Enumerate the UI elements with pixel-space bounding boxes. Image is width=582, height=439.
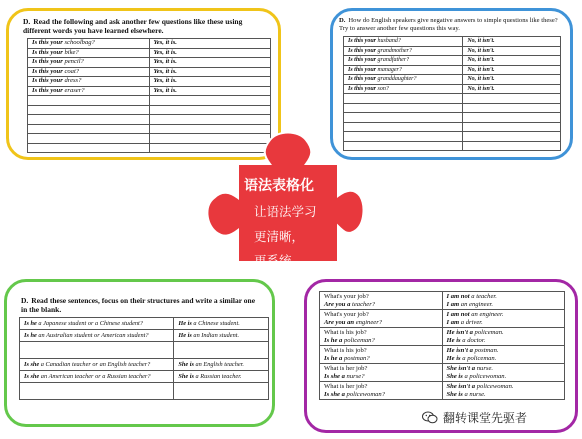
rest-text: a teacher. xyxy=(469,292,497,300)
question-cell xyxy=(28,39,150,49)
answer-cell xyxy=(442,346,565,364)
rest-text: a Canadian teacher or an English teacher? xyxy=(39,360,151,368)
question-line: What is her job? xyxy=(324,382,368,390)
keyword-text: He isn't a xyxy=(446,328,473,336)
rest-text: engineer? xyxy=(354,318,383,326)
table-row xyxy=(28,48,271,58)
rest-text: policeman? xyxy=(342,336,375,344)
blank-cell xyxy=(174,342,269,359)
answer-text: Yes, it is. xyxy=(153,67,177,75)
keyword-text: Is she xyxy=(24,372,40,380)
answer-line xyxy=(447,347,561,355)
keyword-text: Is this your xyxy=(32,39,63,47)
answer-line xyxy=(447,391,561,399)
question-cell xyxy=(28,86,150,96)
answer-cell xyxy=(149,86,271,96)
keyword-text: Is he xyxy=(24,319,37,327)
question-cell xyxy=(344,84,463,94)
blank-row xyxy=(344,141,561,151)
table-row xyxy=(28,77,271,87)
table-row xyxy=(344,56,561,66)
question-cell xyxy=(344,65,463,75)
question-cell xyxy=(28,48,150,58)
keyword-text: Is she a xyxy=(324,372,345,380)
bottom-left-exercise-card xyxy=(4,279,275,427)
answer-line xyxy=(447,355,561,363)
blank-cell xyxy=(463,132,561,142)
blank-cell xyxy=(20,342,174,359)
question-cell xyxy=(320,310,443,328)
question-cell xyxy=(320,292,443,310)
table-row xyxy=(344,84,561,94)
answer-text: No, it isn't. xyxy=(467,47,495,54)
keyword-text: Is he a xyxy=(324,354,343,362)
watermark xyxy=(418,407,531,427)
table-row xyxy=(344,46,561,56)
question-cell xyxy=(320,346,443,364)
rest-text: a driver. xyxy=(459,318,483,326)
question-cell xyxy=(20,330,174,342)
keyword-text: He is xyxy=(178,319,192,327)
keyword-text: He is xyxy=(178,331,192,339)
rest-text: bike? xyxy=(62,48,79,56)
blank-row xyxy=(28,115,271,125)
answer-cell xyxy=(442,292,565,310)
blank-cell xyxy=(344,103,463,113)
table-row xyxy=(20,359,269,371)
rest-text: manager? xyxy=(376,66,402,73)
rest-text: grandfather? xyxy=(376,57,410,64)
keyword-text: Is this your xyxy=(348,66,377,73)
answer-text: No, it isn't. xyxy=(467,66,495,73)
keyword-text: She is xyxy=(178,372,194,380)
blank-cell xyxy=(28,105,150,115)
exercise-table xyxy=(319,291,565,400)
keyword-text: Is this your xyxy=(348,38,377,45)
blank-cell xyxy=(174,383,269,400)
keyword-text: She is xyxy=(446,372,463,380)
answer-line xyxy=(447,319,561,327)
table-row xyxy=(344,65,561,75)
answer-line xyxy=(447,365,561,373)
answer-text: No, it isn't. xyxy=(467,85,495,92)
blank-row xyxy=(344,122,561,132)
keyword-text: She is xyxy=(446,390,463,398)
question-cell xyxy=(20,318,174,330)
rest-text: a nurse. xyxy=(462,390,486,398)
rest-text: a Chinese student. xyxy=(191,319,240,327)
exercise-table xyxy=(19,317,269,400)
blank-row xyxy=(28,105,271,115)
blank-row xyxy=(344,94,561,104)
answer-cell xyxy=(174,318,269,330)
blank-cell xyxy=(28,124,150,134)
rest-text: a Russian teacher. xyxy=(193,372,242,380)
exercise-table xyxy=(343,36,561,151)
keyword-text: Is he xyxy=(24,331,37,339)
answer-cell xyxy=(149,39,271,49)
question-line: What's your job? xyxy=(324,292,369,300)
answer-line xyxy=(447,373,561,381)
table-row xyxy=(344,75,561,85)
question-cell xyxy=(20,359,174,371)
question-line xyxy=(324,373,438,381)
answer-cell xyxy=(149,67,271,77)
watermark-text: 翻转课堂先驱者 xyxy=(443,410,528,425)
answer-cell xyxy=(463,37,561,47)
answer-cell xyxy=(149,48,271,58)
exercise-instruction: D. How do English speakers give negative answers to simple questions like these? Try to answer another few questions this way. xyxy=(339,17,558,32)
rest-text: an engineer. xyxy=(469,310,504,318)
question-cell xyxy=(344,46,463,56)
puzzle-title: 语法表格化 xyxy=(244,178,314,194)
answer-text: Yes, it is. xyxy=(153,77,177,85)
keyword-text: I am not xyxy=(446,310,470,318)
answer-cell xyxy=(442,310,565,328)
answer-cell xyxy=(174,371,269,383)
rest-text: policewoman? xyxy=(344,390,385,398)
keyword-text: I am not xyxy=(446,292,470,300)
blank-cell xyxy=(344,94,463,104)
question-line: What is her job? xyxy=(324,364,368,372)
rest-text: husband? xyxy=(376,38,401,45)
answer-line xyxy=(447,293,561,301)
keyword-text: She isn't a xyxy=(446,382,476,390)
question-cell xyxy=(344,56,463,66)
blank-cell xyxy=(463,141,561,151)
rest-text: coat? xyxy=(62,67,80,75)
blank-cell xyxy=(28,143,150,153)
answer-text: No, it isn't. xyxy=(467,57,495,64)
question-line xyxy=(324,391,438,399)
blank-cell xyxy=(20,383,174,400)
keyword-text: Is this your xyxy=(348,57,377,64)
rest-text: granddaughter? xyxy=(376,76,417,83)
blank-cell xyxy=(463,94,561,104)
answer-line xyxy=(447,301,561,309)
blank-cell xyxy=(344,113,463,123)
keyword-text: Is this your xyxy=(348,76,377,83)
table-row xyxy=(20,371,269,383)
rest-text: grandmother? xyxy=(376,47,412,54)
question-cell xyxy=(20,371,174,383)
keyword-text: She isn't a xyxy=(446,364,476,372)
answer-cell xyxy=(463,75,561,85)
keyword-text: He is xyxy=(446,354,461,362)
rest-text: son? xyxy=(376,85,389,92)
keyword-text: Is she a xyxy=(324,390,345,398)
table-row xyxy=(28,67,271,77)
rest-text: schoolbag? xyxy=(62,39,95,47)
keyword-text: I am xyxy=(446,318,460,326)
keyword-text: Is he a xyxy=(324,336,343,344)
answer-line xyxy=(447,337,561,345)
answer-cell xyxy=(463,84,561,94)
rest-text: an Indian student. xyxy=(191,331,240,339)
answer-line xyxy=(447,329,561,337)
keyword-text: Is this your xyxy=(32,48,63,56)
table-row xyxy=(28,39,271,49)
answer-text: Yes, it is. xyxy=(153,58,177,66)
rest-text: policeman. xyxy=(472,328,504,336)
answer-line xyxy=(447,311,561,319)
table-row xyxy=(344,37,561,47)
rest-text: teacher? xyxy=(350,300,376,308)
question-cell xyxy=(28,67,150,77)
keyword-text: She is xyxy=(178,360,194,368)
question-cell xyxy=(320,328,443,346)
keyword-text: Is this your xyxy=(32,58,63,66)
rest-text: an American teacher or a Russian teacher? xyxy=(39,372,151,380)
answer-cell xyxy=(442,328,565,346)
answer-cell xyxy=(442,364,565,382)
question-cell xyxy=(28,77,150,87)
table-row xyxy=(320,328,565,346)
blank-row xyxy=(20,342,269,359)
keyword-text: Is she xyxy=(24,360,40,368)
blank-cell xyxy=(28,96,150,106)
question-cell xyxy=(28,58,150,68)
keyword-text: Is this your xyxy=(32,67,63,75)
question-line xyxy=(324,301,438,309)
table-row xyxy=(320,292,565,310)
rest-text: pencil? xyxy=(62,58,84,66)
answer-cell xyxy=(174,359,269,371)
rest-text: dress? xyxy=(62,77,82,85)
answer-cell xyxy=(149,77,271,87)
rest-text: nurse? xyxy=(344,372,365,380)
rest-text: a policewoman. xyxy=(462,372,507,380)
answer-cell xyxy=(174,330,269,342)
rest-text: an English teacher. xyxy=(193,360,244,368)
question-line xyxy=(324,355,438,363)
table-row xyxy=(28,58,271,68)
answer-text: No, it isn't. xyxy=(467,38,495,45)
rest-text: eraser? xyxy=(62,86,85,94)
keyword-text: Is this your xyxy=(348,85,377,92)
answer-line xyxy=(447,383,561,391)
blank-row xyxy=(344,132,561,142)
rest-text: policewoman. xyxy=(475,382,514,390)
keyword-text: Is this your xyxy=(32,77,63,85)
blank-cell xyxy=(149,96,271,106)
answer-text: No, it isn't. xyxy=(467,76,495,83)
question-line xyxy=(324,337,438,345)
answer-cell xyxy=(149,58,271,68)
top-right-exercise-card xyxy=(330,8,573,160)
keyword-text: Are you an xyxy=(324,318,355,326)
blank-cell xyxy=(28,115,150,125)
answer-text: Yes, it is. xyxy=(153,39,177,47)
blank-row xyxy=(344,103,561,113)
question-cell xyxy=(320,382,443,400)
rest-text: a Japanese student or a Chinese student? xyxy=(36,319,143,327)
question-cell xyxy=(320,364,443,382)
answer-cell xyxy=(463,56,561,66)
keyword-text: I am xyxy=(446,300,460,308)
blank-row xyxy=(28,96,271,106)
puzzle-line-3: 更系统。 xyxy=(254,253,305,268)
keyword-text: Is this your xyxy=(348,47,377,54)
answer-text: Yes, it is. xyxy=(153,48,177,56)
blank-cell xyxy=(463,113,561,123)
table-row xyxy=(320,382,565,400)
rest-text: an engineer. xyxy=(459,300,494,308)
keyword-text: Are you a xyxy=(324,300,351,308)
table-row xyxy=(320,346,565,364)
question-cell xyxy=(344,75,463,85)
question-line xyxy=(324,319,438,327)
question-line: What is his job? xyxy=(324,328,367,336)
answer-cell xyxy=(442,382,565,400)
blank-cell xyxy=(149,105,271,115)
question-cell xyxy=(344,37,463,47)
blank-cell xyxy=(28,134,150,144)
table-row xyxy=(20,330,269,342)
rest-text: a policeman. xyxy=(460,354,497,362)
table-row xyxy=(20,318,269,330)
keyword-text: Is this your xyxy=(32,86,63,94)
keyword-text: He is xyxy=(446,336,461,344)
exercise-instruction: D. Read these sentences, focus on their structures and write a similar one in the blank. xyxy=(21,296,256,314)
table-row xyxy=(28,86,271,96)
blank-row xyxy=(20,383,269,400)
answer-text: Yes, it is. xyxy=(153,86,177,94)
blank-cell xyxy=(463,122,561,132)
blank-cell xyxy=(149,115,271,125)
wechat-icon xyxy=(422,411,438,424)
keyword-text: He isn't a xyxy=(446,346,473,354)
question-line: What's your job? xyxy=(324,310,369,318)
answer-cell xyxy=(463,65,561,75)
blank-row xyxy=(344,113,561,123)
blank-cell xyxy=(463,103,561,113)
puzzle-line-1: 让语法学习 xyxy=(254,204,317,219)
table-row xyxy=(320,310,565,328)
table-row xyxy=(320,364,565,382)
rest-text: postman. xyxy=(472,346,499,354)
rest-text: nurse. xyxy=(475,364,494,372)
rest-text: postman? xyxy=(342,354,370,362)
puzzle-line-2: 更清晰， xyxy=(254,229,305,244)
rest-text: an Australian student or American student? xyxy=(36,331,149,339)
question-line: What is his job? xyxy=(324,346,367,354)
exercise-instruction: D. Read the following and ask another few questions like these using different words you have learned elsewhere. xyxy=(23,17,243,35)
answer-cell xyxy=(463,46,561,56)
rest-text: a doctor. xyxy=(460,336,486,344)
